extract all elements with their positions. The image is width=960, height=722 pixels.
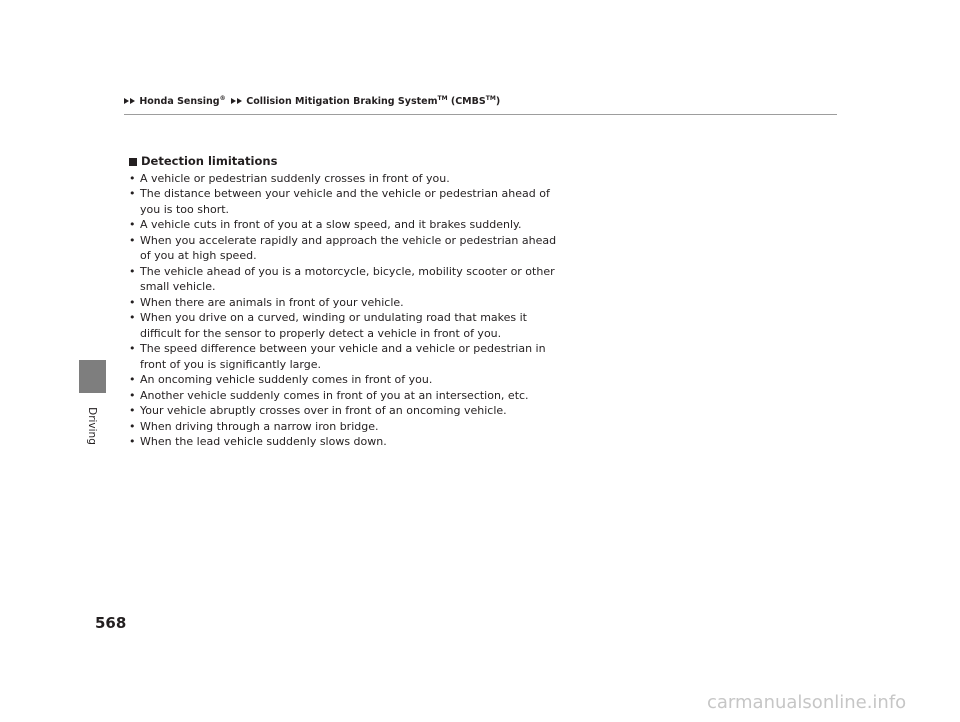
list-item: • Your vehicle abruptly crosses over in front of an oncoming vehicle. bbox=[129, 404, 507, 417]
list-item: • When you drive on a curved, winding or undulating road that makes it difficult for the sensor to properly detect a vehicle in front of you. bbox=[129, 311, 527, 340]
bullet-icon: • bbox=[129, 373, 136, 386]
list-item: • When the lead vehicle suddenly slows down. bbox=[129, 435, 387, 448]
bullet-icon: • bbox=[129, 435, 136, 448]
list-item: • A vehicle cuts in front of you at a slow speed, and it brakes suddenly. bbox=[129, 218, 522, 231]
breadcrumb-item-cmbs[interactable]: Collision Mitigation Braking System™ (CMBS™) bbox=[246, 95, 501, 107]
bullet-icon: • bbox=[129, 264, 136, 278]
header-divider bbox=[124, 114, 837, 115]
arrow-icon bbox=[231, 98, 236, 104]
arrow-icon bbox=[124, 98, 129, 104]
bullet-icon: • bbox=[129, 218, 136, 231]
main-content bbox=[129, 154, 569, 450]
list-item: • When driving through a narrow iron bridge. bbox=[129, 419, 379, 433]
bullet-icon: • bbox=[129, 404, 136, 417]
list-item: • The vehicle ahead of you is a motorcycle, bicycle, mobility scooter or other small vehicle. bbox=[129, 264, 555, 293]
square-bullet-icon bbox=[129, 158, 137, 166]
breadcrumb-item-honda-sensing[interactable]: Honda Sensing® bbox=[139, 95, 226, 107]
section-tab[interactable] bbox=[79, 360, 106, 393]
arrow-icon bbox=[237, 98, 242, 104]
bullet-icon: • bbox=[129, 233, 136, 247]
list-item: • The speed difference between your vehicle and a vehicle or pedestrian in front of you is significantly large. bbox=[129, 342, 546, 371]
list-item: • The distance between your vehicle and the vehicle or pedestrian ahead of you is too short. bbox=[129, 187, 550, 216]
limitations-list bbox=[129, 171, 569, 450]
bullet-icon: • bbox=[129, 311, 136, 324]
list-item: • When there are animals in front of your vehicle. bbox=[129, 295, 404, 309]
bullet-icon: • bbox=[129, 187, 136, 200]
breadcrumb bbox=[124, 95, 500, 107]
arrow-icon bbox=[130, 98, 135, 104]
list-item: • An oncoming vehicle suddenly comes in front of you. bbox=[129, 373, 433, 386]
bullet-icon: • bbox=[129, 419, 136, 433]
watermark: carmanualsonline.info bbox=[707, 692, 907, 713]
page-number: 568 bbox=[95, 614, 127, 632]
list-item: • Another vehicle suddenly comes in front of you at an intersection, etc. bbox=[129, 388, 529, 402]
bullet-icon: • bbox=[129, 342, 136, 355]
bullet-icon: • bbox=[129, 295, 136, 309]
section-tab-label: Driving bbox=[86, 407, 98, 445]
list-item: • When you accelerate rapidly and approach the vehicle or pedestrian ahead of you at high speed. bbox=[129, 233, 557, 262]
section-heading: Detection limitations bbox=[129, 154, 569, 170]
bullet-icon: • bbox=[129, 388, 136, 402]
list-item: • A vehicle or pedestrian suddenly crosses in front of you. bbox=[129, 171, 450, 185]
bullet-icon: • bbox=[129, 171, 136, 185]
